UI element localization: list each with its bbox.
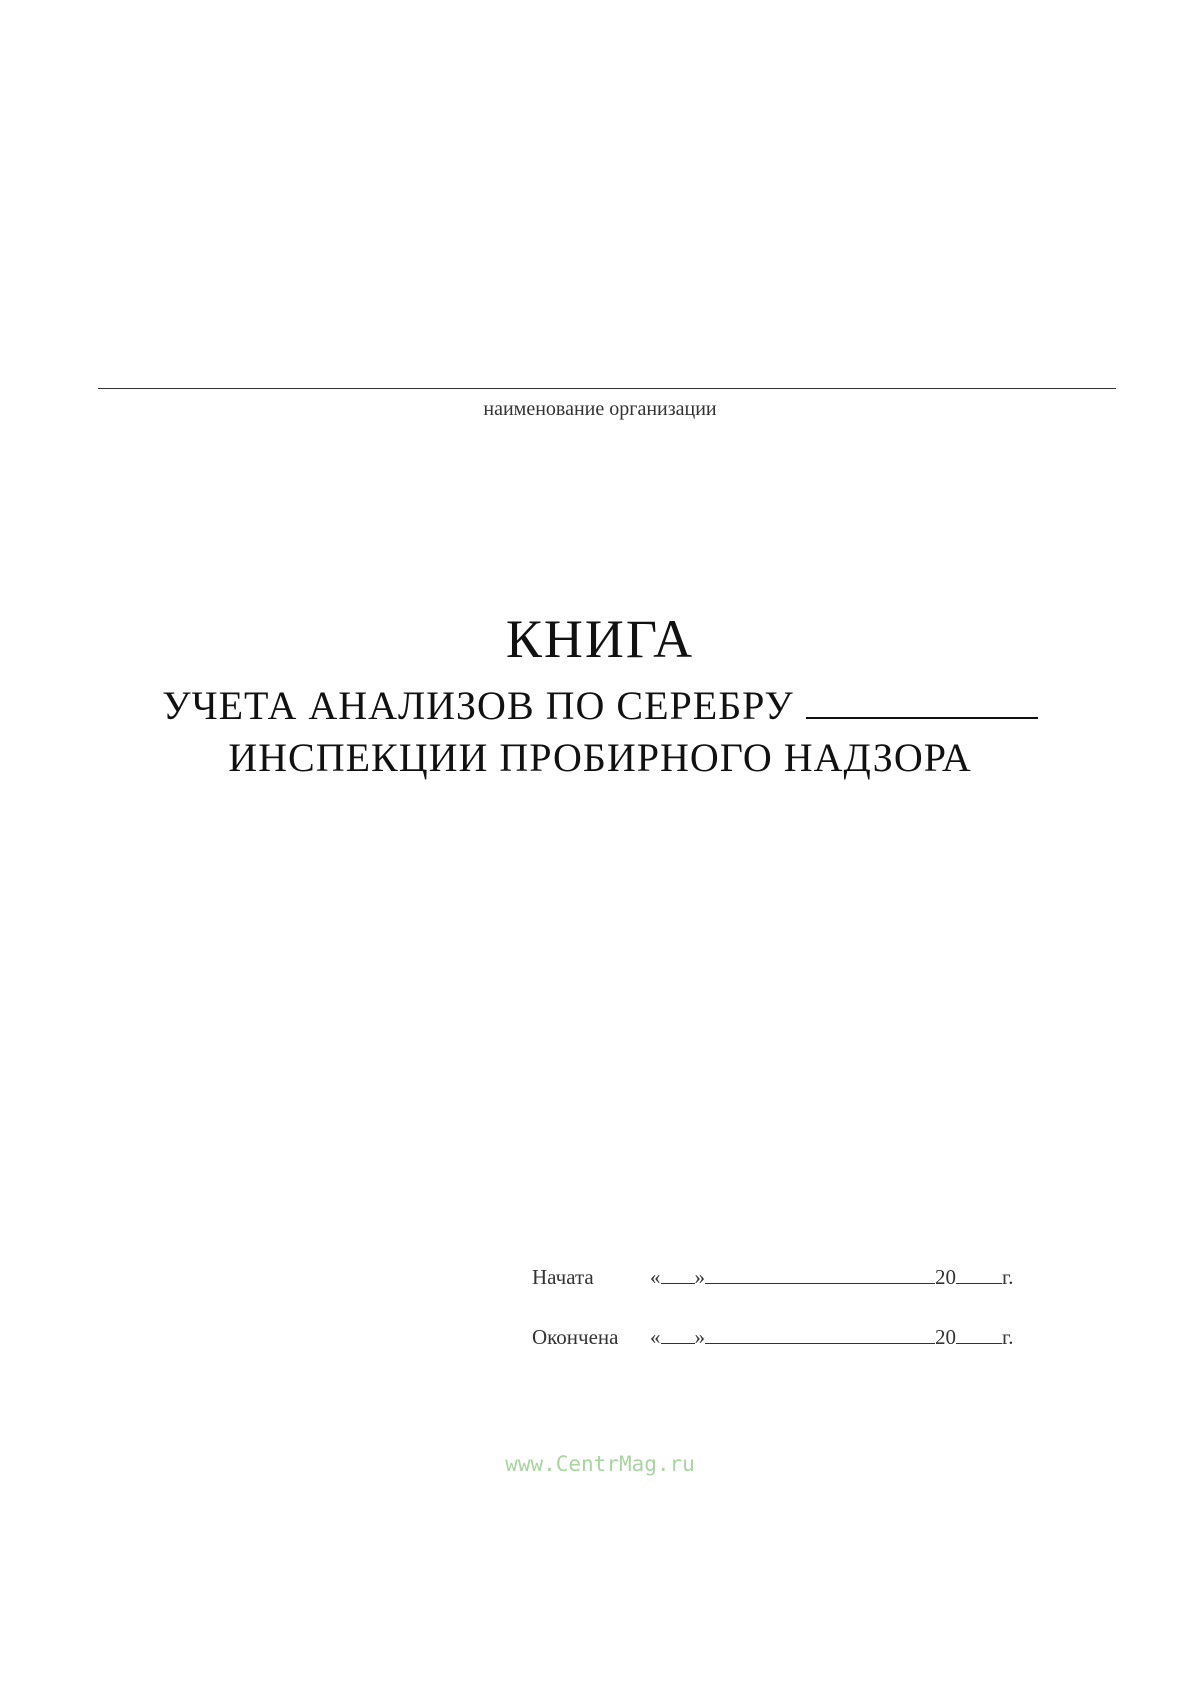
close-quote: »	[694, 1325, 705, 1349]
book-title: КНИГА	[505, 609, 695, 669]
day-blank	[661, 1327, 695, 1344]
subtitle-line-1-text: УЧЕТА АНАЛИЗОВ ПО СЕРЕБРУ	[162, 683, 794, 728]
open-quote: «	[650, 1325, 661, 1349]
organization-name-line	[98, 388, 1116, 389]
month-blank	[705, 1327, 935, 1344]
year-suffix: г.	[1002, 1265, 1014, 1289]
year-suffix: г.	[1002, 1325, 1014, 1349]
open-quote: «	[650, 1265, 661, 1289]
year-blank	[956, 1327, 1002, 1344]
date-ended-row	[532, 1325, 1014, 1350]
year-blank	[956, 1267, 1002, 1284]
close-quote: »	[694, 1265, 705, 1289]
organization-caption: наименование организации	[483, 398, 717, 420]
book-subtitle-line-2: ИНСПЕКЦИИ ПРОБИРНОГО НАДЗОРА	[228, 735, 972, 780]
month-blank	[705, 1267, 935, 1284]
century-text: 20	[935, 1325, 956, 1349]
started-label: Начата	[532, 1265, 594, 1289]
subtitle-blank-line	[806, 687, 1038, 719]
date-started-row	[532, 1265, 1014, 1290]
day-blank	[661, 1267, 695, 1284]
book-subtitle-line-1	[0, 683, 1200, 728]
century-text: 20	[935, 1265, 956, 1289]
watermark: www.CentrMag.ru	[505, 1452, 695, 1476]
ended-label: Окончена	[532, 1325, 619, 1349]
